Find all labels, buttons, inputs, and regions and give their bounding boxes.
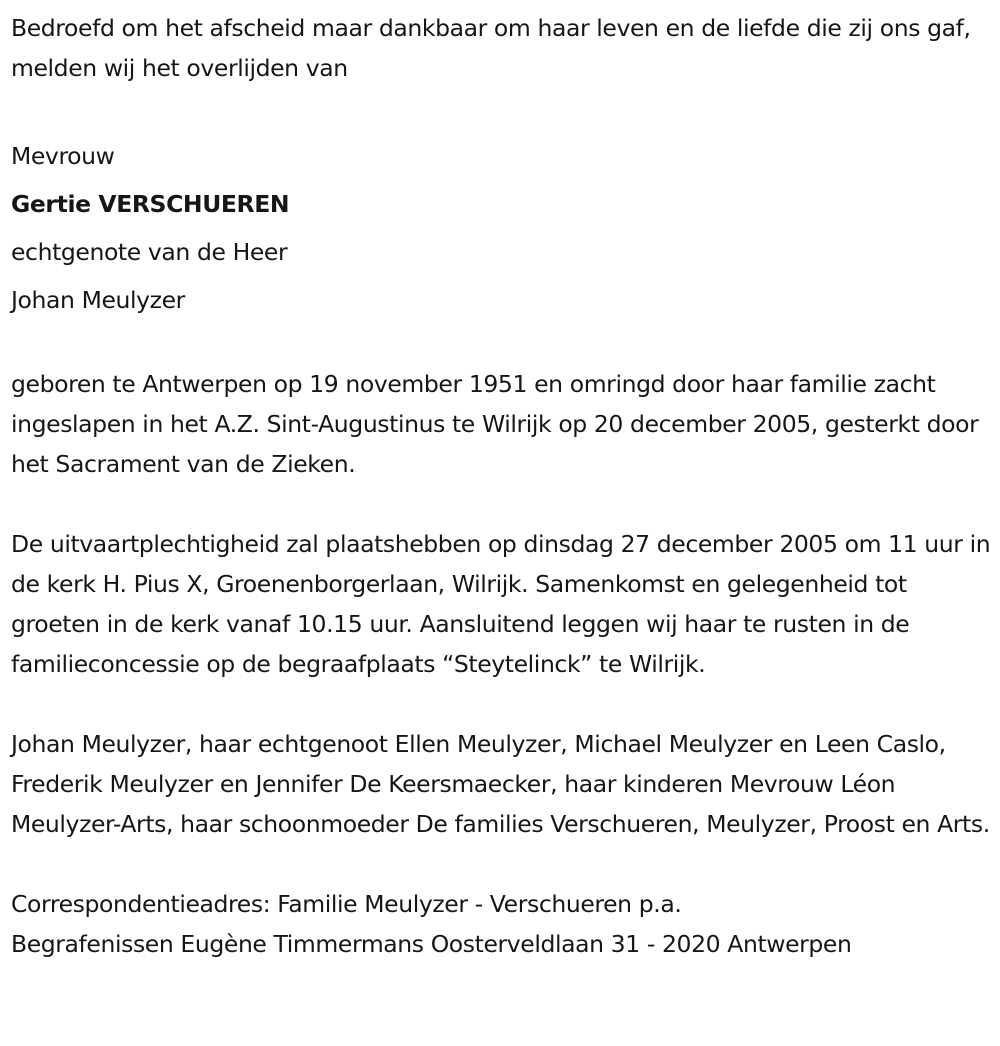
correspondence-line-2: Begrafenissen Eugène Timmermans Oosterveldlaan 31 - 2020 Antwerpen [11,930,852,958]
spacer [11,844,996,884]
spouse-label: echtgenote van de Heer [11,238,288,266]
deceased-block [11,132,996,324]
spacer [11,324,996,364]
spacer [11,684,996,724]
spouse-name: Johan Meulyzer [11,286,185,314]
intro-text: Bedroefd om het afscheid maar dankbaar om haar leven en de liefde die zij ons gaf, melden wij het overlijden van [11,14,971,82]
deceased-name: Gertie VERSCHUEREN [11,190,290,218]
ceremony-paragraph: De uitvaartplechtigheid zal plaatshebben op dinsdag 27 december 2005 om 11 uur in de kerk H. Pius X, Groenenborgerlaan, Wilrijk. Samenkomst en gelegenheid tot groeten in de kerk vanaf 10.15 uur. Aansluitend leggen wij haar te rusten in de familieconcessie op de begraafplaats “Steytelinck” te Wilrijk. [11,530,991,678]
family-paragraph: Johan Meulyzer, haar echtgenoot Ellen Meulyzer, Michael Meulyzer en Leen Caslo, Frederik Meulyzer en Jennifer De Keersmaecker, haar kinderen Mevrouw Léon Meulyzer-Arts, haar schoonmoeder De families Verschueren, Meulyzer, Proost en Arts. [11,730,990,838]
spacer [11,484,996,524]
salutation: Mevrouw [11,142,115,170]
spacer [11,88,996,128]
correspondence-line-1: Correspondentieadres: Familie Meulyzer - Verschueren p.a. [11,890,682,918]
birth-death-paragraph: geboren te Antwerpen op 19 november 1951 en omringd door haar familie zacht ingeslapen in het A.Z. Sint-Augustinus te Wilrijk op 20 december 2005, gesterkt door het Sacrament van de Zieken. [11,370,979,478]
obituary-document [11,8,996,964]
